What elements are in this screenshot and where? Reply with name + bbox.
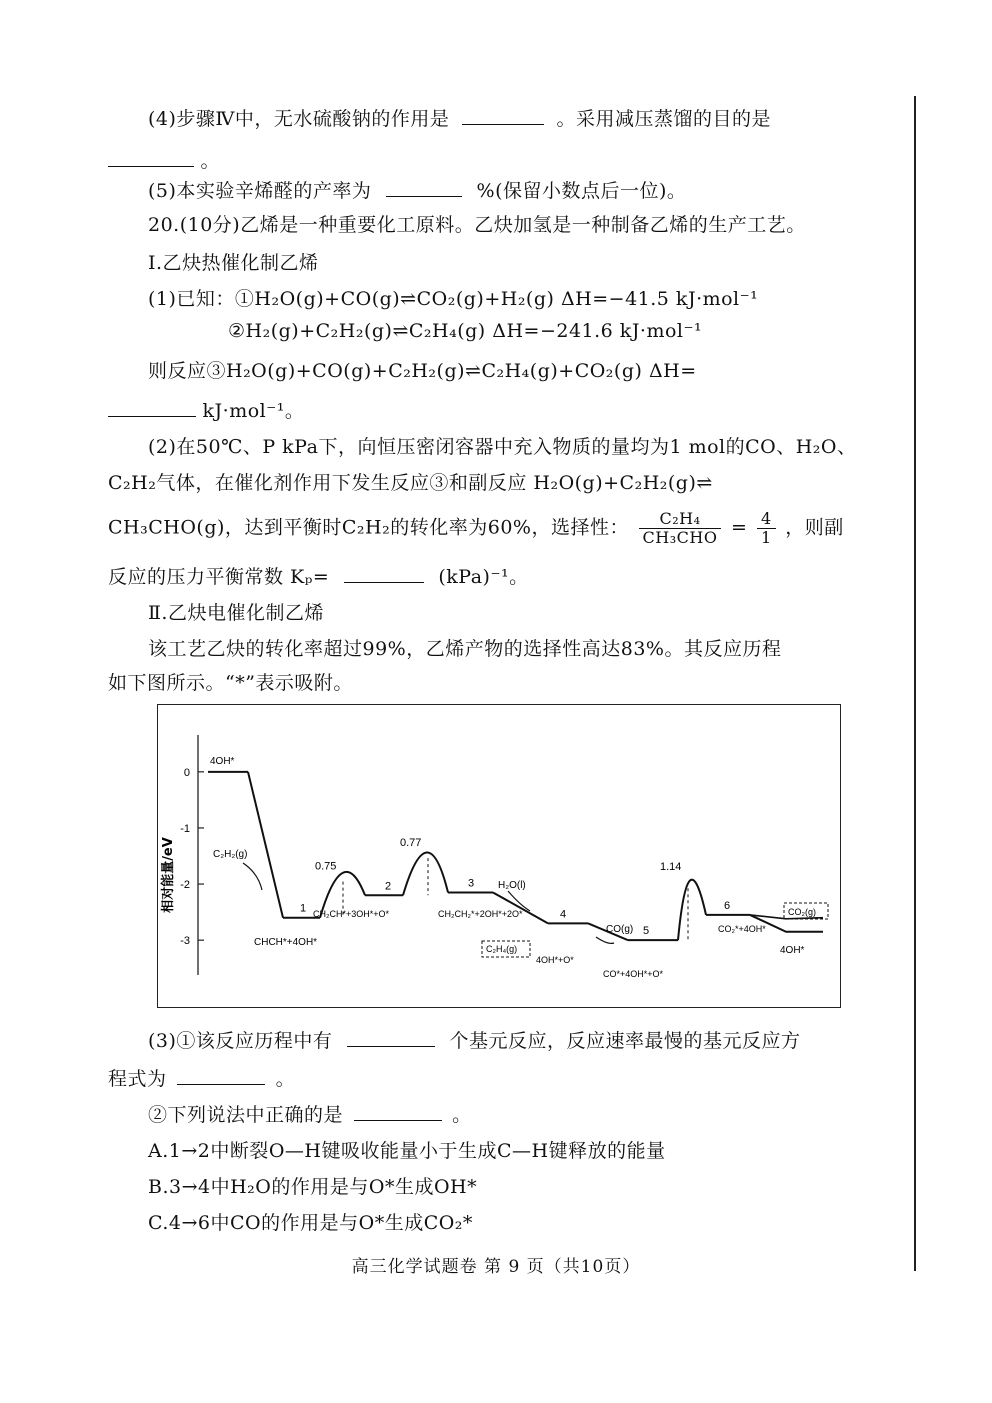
q3-2-blank[interactable]	[354, 1104, 442, 1121]
y-axis-label: 相对能量/eV	[161, 837, 176, 913]
q2-kp-text: 反应的压力平衡常数 Kₚ=	[108, 566, 330, 588]
selectivity-fraction	[639, 510, 722, 547]
q3-2-text: ②下列说法中正确的是	[148, 1104, 344, 1126]
q2-line3-text: CH₃CHO(g)，达到平衡时C₂H₂的转化率为60%，选择性：	[108, 516, 629, 539]
q5-text-pre: (5)本实验辛烯醛的产率为	[148, 180, 372, 202]
q3-blank-2[interactable]	[177, 1068, 265, 1085]
q1-unit: kJ·mol⁻¹。	[202, 400, 305, 422]
chart-annotation: 4OH*	[780, 945, 805, 956]
chart-annotation: CO₂(g)	[788, 907, 816, 917]
q1-eq3: 则反应③H₂O(g)+CO(g)+C₂H₂(g)⇌C₂H₄(g)+CO₂(g) ΔH=	[148, 360, 697, 382]
q1-eq2: ②H₂(g)+C₂H₂(g)⇌C₂H₄(g) ΔH=−241.6 kJ·mol⁻¹	[228, 320, 703, 342]
q5-line	[148, 176, 686, 203]
q4-end: 。	[200, 150, 221, 172]
part1-title: Ⅰ.乙炔热催化制乙烯	[148, 252, 319, 274]
chart-annotation: CO(g)	[606, 924, 634, 935]
energy-profile-chart	[157, 704, 841, 1008]
chart-annotation: CH₂CH₂*+2OH*+2O*	[438, 909, 523, 919]
chart-annotation: CHCH*+4OH*	[254, 937, 318, 948]
part2-title: Ⅱ.乙炔电催化制乙烯	[148, 602, 324, 624]
part2-text1: 该工艺乙炔的转化率超过99%，乙烯产物的选择性高达83%。其反应历程	[148, 638, 782, 660]
option-a[interactable]: A.1→2中断裂O—H键吸收能量小于生成C—H键释放的能量	[148, 1140, 666, 1162]
q3-text-b: 个基元反应，反应速率最慢的基元反应方	[449, 1030, 801, 1052]
q20-intro: 20.(10分)乙烯是一种重要化工原料。乙炔加氢是一种制备乙烯的生产工艺。	[148, 214, 806, 236]
q5-text-post: %(保留小数点后一位)。	[476, 180, 687, 202]
chart-annotation: CO*+4OH*+O*	[603, 969, 664, 979]
ratio-numerator: 4	[757, 510, 776, 529]
chart-annotation: CO₂*+4OH*	[718, 924, 766, 934]
q4-blank-1[interactable]	[462, 108, 544, 125]
barrier-label: 0.77	[400, 837, 422, 850]
q1-answer-line	[108, 396, 304, 423]
state-number-label: 5	[643, 925, 650, 938]
q1-eq1: (1)已知：①H₂O(g)+CO(g)⇌CO₂(g)+H₂(g) ΔH=−41.5 kJ·mol⁻¹	[148, 288, 759, 310]
page-footer: 高三化学试题卷 第 9 页（共10页）	[351, 1257, 641, 1277]
part2-text2: 如下图所示。“*”表示吸附。	[108, 672, 353, 694]
chart-annotation: 4OH*+O*	[536, 955, 574, 965]
barrier-label: 1.14	[660, 861, 682, 874]
q3-line2-text: 程式为	[108, 1068, 167, 1090]
y-tick-label: -3	[180, 935, 190, 948]
ratio-fraction	[757, 510, 776, 547]
q2-line2: C₂H₂气体，在催化剂作用下发生反应③和副反应 H₂O(g)+C₂H₂(g)⇌	[108, 472, 713, 494]
chart-annotation: C₂H₄(g)	[486, 944, 518, 954]
co-arrow	[596, 937, 614, 943]
q2-line3-end: ，则副	[785, 516, 844, 539]
q2-line1: (2)在50℃、P kPa下，向恒压密闭容器中充入物质的量均为1 mol的CO、H₂O、	[148, 436, 857, 458]
fraction-denominator: CH₃CHO	[642, 528, 718, 547]
state-number-label: 1	[300, 902, 307, 915]
ratio-denominator: 1	[760, 528, 772, 547]
q4-text-a: (4)步骤Ⅳ中，无水硫酸钠的作用是	[148, 108, 450, 130]
option-c[interactable]: C.4→6中CO的作用是与O*生成CO₂*	[148, 1212, 473, 1234]
q3-line1	[148, 1026, 801, 1053]
chart-annotation: C₂H₂(g)	[213, 849, 248, 860]
q3-line2-end: 。	[275, 1068, 296, 1090]
energy-profile-svg	[158, 705, 840, 1007]
q3-2-line	[148, 1100, 472, 1127]
chart-annotation: CH₂CH*+3OH*+O*	[313, 909, 390, 919]
fraction-equals: =	[730, 516, 748, 539]
c2h2-arrow	[243, 863, 262, 890]
q4-line1	[148, 104, 771, 131]
margin-rule	[914, 96, 916, 1271]
option-b[interactable]: B.3→4中H₂O的作用是与O*生成OH*	[148, 1176, 478, 1198]
q2-line3	[108, 510, 844, 547]
q2-kp-unit: (kPa)⁻¹。	[438, 566, 529, 588]
state-number-label: 6	[724, 899, 731, 912]
fraction-numerator: C₂H₄	[639, 510, 722, 529]
q2-blank[interactable]	[344, 566, 424, 583]
q3-blank-1[interactable]	[347, 1030, 435, 1047]
state-number-label: 4	[560, 908, 567, 921]
y-tick-label: -2	[180, 879, 190, 892]
reaction-path	[403, 852, 448, 895]
y-tick-label: 0	[183, 766, 190, 779]
reaction-path	[248, 772, 283, 918]
q4-text-b: 。采用减压蒸馏的目的是	[556, 108, 772, 130]
q2-line4	[108, 562, 529, 589]
q4-line2	[108, 146, 220, 173]
chart-annotation: H₂O(l)	[498, 880, 526, 891]
y-tick-label: -1	[180, 822, 190, 835]
state-number-label: 3	[468, 877, 475, 890]
q1-blank[interactable]	[108, 400, 196, 417]
q3-line2	[108, 1064, 295, 1091]
q4-blank-2[interactable]	[108, 150, 194, 167]
q5-blank[interactable]	[386, 180, 462, 197]
state-label-start: 4OH*	[210, 755, 235, 767]
barrier-label: 0.75	[315, 860, 337, 873]
reaction-path	[678, 880, 706, 940]
q3-2-end: 。	[452, 1104, 472, 1126]
state-number-label: 2	[385, 880, 392, 893]
q3-text-a: (3)①该反应历程中有	[148, 1030, 333, 1052]
